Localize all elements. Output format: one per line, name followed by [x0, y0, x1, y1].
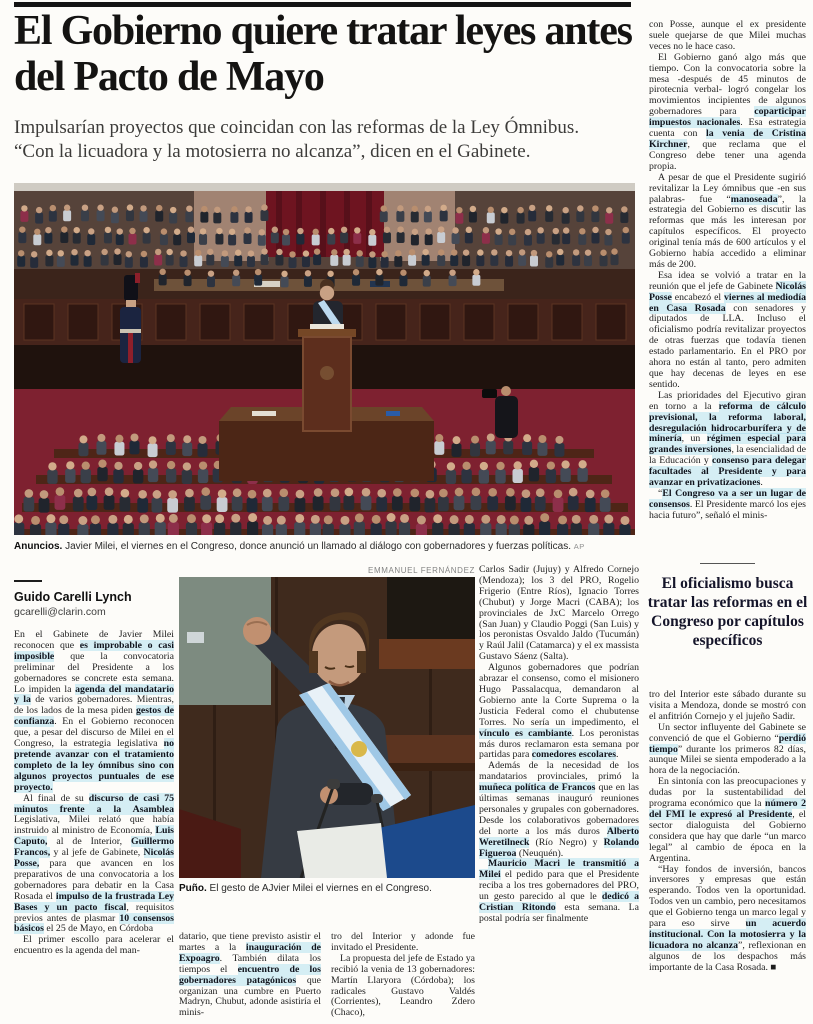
photo-credit-ap: AP [573, 542, 585, 551]
text-run: y al jefe de Gabinete, [50, 847, 144, 859]
paragraph [649, 391, 806, 489]
paragraph [479, 565, 639, 663]
text-run: , la esencialidad de la Educación y [649, 444, 806, 467]
text-run: Algunos gobernadores que podrían abrazar el consenso, como el misionero Hugo Passalacqua, demandaron al Gobierno ante la Corte Suprema o la Justicia Federal como el chubutense Torres. No sería un impedimento, el [479, 662, 639, 728]
highlight-phrase: Mauricio Macri le transmitió a Milei [479, 858, 639, 881]
byline-email-link[interactable]: gcarelli@clarin.com [14, 606, 106, 618]
text-run: al de Interior, [47, 836, 131, 848]
highlight-phrase: dedicó a Cristian Ritondo [479, 891, 639, 914]
highlight-phrase: Nicolás Posse [649, 280, 806, 303]
subheadline: Impulsarían proyectos que coincidan con las reformas de la Ley Ómnibus. “Con la licuadora y la motosierra no alcanza”, dicen en el Gabinete. [14, 117, 580, 162]
text-run: datario, que tiene previsto asistir el martes a la [179, 932, 321, 953]
text-run: el pedido para que el Presidente reciba a los tres gobernadores del PRO, un gesto parecido al que le [479, 869, 639, 903]
text-run: . También dilata los tiempos el [179, 952, 321, 975]
highlight-phrase: gestos de confianza [14, 705, 174, 728]
paragraph [649, 777, 806, 864]
photo-credit-photographer: EMMANUEL FERNÁNDEZ [368, 566, 475, 575]
highlight-phrase: muñeca política de Francos [479, 782, 596, 794]
text-run: (Neuquén). [516, 847, 564, 859]
body-column-2 [179, 932, 321, 1024]
paragraph [649, 489, 806, 522]
paragraph [479, 761, 639, 859]
highlight-phrase: manoseada [730, 193, 778, 205]
text-run: ”, la estrategia del Gobierno es discutir las reformas que más les interesan por capítulos específicos. El proyecto original tenía más de 600 artículos y el Gobierno había accedido a eliminar más de 200. [649, 193, 806, 270]
text-run: con Posse, aunque el ex presidente suele quejarse de que Milei muchas veces no le hace caso. [649, 20, 806, 52]
paragraph [479, 663, 639, 761]
paragraph [179, 932, 321, 1019]
highlight-phrase: comedores escolares [531, 749, 617, 761]
highlight-phrase: Guillermo Francos, [14, 836, 174, 859]
paragraph [649, 690, 806, 723]
body-column-3 [331, 932, 475, 1024]
text-run: con senadores y diputados de LLA. Incluso el oficialismo podría revitalizar proyectos de otras fuerzas que todavía tienen estado parlamentario. En el PRO por ahora no están al tanto, pero admiten que hay decenas de leyes en ese sentido. [649, 302, 806, 390]
paragraph [14, 794, 174, 936]
text-run: . [760, 477, 763, 489]
paragraph [649, 173, 806, 271]
body-column-5-bottom [649, 690, 806, 1024]
text-run: de varios gobernadores. Mientras, de los lados de la mesa piden [14, 694, 174, 717]
second-photo-illustration [179, 577, 475, 878]
body-column-1 [14, 630, 174, 1022]
text-run: En el Gabinete de Javier Milei reconocen que [14, 630, 174, 651]
pull-quote: El oficialismo busca tratar las reformas en el Congreso por capítulos específicos [647, 575, 808, 649]
text-run: Además de la necesidad de los mandatarios provinciales, primó la [479, 760, 639, 783]
highlight-phrase: inauguración de Expoagro [179, 941, 321, 964]
text-run: , requisitos previos antes de plasmar [14, 901, 174, 924]
paragraph [331, 954, 475, 1019]
text-run: . [616, 749, 619, 761]
text-run: encabezó el [671, 291, 725, 303]
text-run: Al final de su [23, 792, 89, 804]
pull-quote-rule [700, 563, 755, 564]
text-run: El Gobierno ganó algo más que tiempo. Con la convocatoria sobre la mesa -después de 45 minutos de pirotecnia verbal- logró congelar los movimientos incipientes de algunos gobernadores para [649, 51, 806, 118]
highlight-phrase: coparticipar impuestos nacionales [649, 106, 806, 129]
highlight-phrase: Rolando Figueroa [479, 836, 639, 859]
paragraph [14, 935, 174, 957]
paragraph [649, 723, 806, 778]
second-photo-caption [179, 883, 475, 895]
text-run: “Hay fondos de inversión, bancos inversores y empresas que están esperando. Todos ven la oportunidad. Todos ven un cambio, pero necesitamos que el Gobierno tenga un marco legal y para eso sirve [649, 863, 806, 930]
caption-text: El gesto de AJvier Milei el viernes en el Congreso. [206, 883, 432, 894]
highlight-phrase: no pretende avanzar con el tratamiento completo de la ley ómnibus sino con algunos proyectos puntuales de ese proyecto. [14, 738, 174, 793]
highlight-phrase: Alberto Weretilneck [479, 825, 639, 848]
paragraph [479, 859, 639, 924]
highlight-phrase: discurso de casi 75 minutos frente a la Asamblea [14, 792, 174, 815]
highlight-phrase: reforma de cálculo previsional, la reforma laboral, desregulación hidrocarburífera y de minería [649, 400, 806, 445]
paragraph [649, 53, 806, 173]
paragraph [649, 865, 806, 974]
caption-lead: Puño. [179, 883, 207, 894]
paragraph [14, 630, 174, 794]
highlight-phrase: la venia de Cristina Kirchner [649, 128, 806, 150]
text-run: para que avancen en los preparativos de una convocatoria a los gobernadores para debatir en la Casa Rosada el [14, 858, 174, 902]
text-run: , un [681, 433, 707, 445]
highlight-phrase: Nicolás Posse, [14, 847, 174, 870]
caption-lead: Anuncios. [14, 541, 63, 552]
text-run: . El Presidente marcó los ejes hacia futuro”, señaló el minis- [649, 498, 806, 521]
text-run: A pesar de que el Presidente sugirió revitalizar la Ley ómnibus que -en sus palabras- fue “ [649, 171, 806, 205]
highlight-phrase: impulso de la frustrada Ley Bases y un pacto fiscal [14, 890, 174, 913]
text-run: Legislativa, Milei relató que había instruido al ministro de Economía, [14, 814, 174, 837]
top-rule [14, 2, 631, 7]
text-run: . Los peronistas más duros reclamaron esta semana por partidas para [479, 727, 639, 761]
text-run: tro del Interior y adonde fue invitado el Presidente. [331, 932, 475, 953]
highlight-phrase: viernes al mediodía en Casa Rosada [649, 291, 806, 314]
highlight-phrase: encuentro de los gobernadores patagónicos [179, 963, 321, 986]
body-column-5-top [649, 20, 806, 558]
highlight-phrase: 10 consensos básicos [14, 912, 174, 935]
byline-rule [14, 580, 42, 582]
paragraph [649, 271, 806, 391]
text-run: que organizan una cumbre en Puerto Madryn, Chubut, adonde asistiría el minis- [179, 974, 321, 1019]
main-photo-illustration [14, 183, 635, 535]
highlight-phrase: número 2 del FMI le expresó al Presidente [649, 798, 806, 820]
text-run: . Esa estrategia cuenta con [649, 117, 806, 140]
text-run: , que reclama que el Congreso debe tener una agenda propia. [649, 138, 806, 172]
text-run: que en las últimas semanas inauguró reuniones personales y grupales con gobernadores. Desde los colaborativos gobernadores del norte a los más duros [479, 782, 639, 837]
text-run: Las prioridades del Ejecutivo giran en torno a la [649, 389, 806, 412]
headline: El Gobierno quiere tratar leyes antes del Pacto de Mayo [14, 8, 632, 100]
highlight-phrase: Luis Caputo, [14, 825, 174, 848]
highlight-phrase: consenso para delegar facultades al Presidente y para avanzar en privatizaciones [649, 455, 806, 489]
text-run: Un sector influyente del Gabinete se convenció de que el Gobierno “ [649, 721, 806, 744]
text-run: (Río Negro) y [529, 836, 604, 848]
text-run: ”, reflexionan en algunos de los despachos más importante de la Casa Rosada. ■ [649, 939, 806, 973]
text-run: . En el Gobierno reconocen que, a pesar del discurso de Milei en el Congreso, la estrategia legislativa [14, 716, 174, 750]
text-run: esta semana. La postal podría ser finalmente [479, 902, 639, 924]
text-run: Carlos Sadir (Jujuy) y Alfredo Cornejo (Mendoza); los 3 del PRO, Rogelio Frigerio (Entre Ríos), Ignacio Torres (Chubut) y Jorge Macri (CABA); los provinciales de JxC Marcelo Orrego (San Juan) y Claudio Poggi (San Luis) y los peronistas Osvaldo Jaldo (Tucumán) y Raúl Jalil (Catamarca) y el ex massista Gustavo Sáenz (Salta). [479, 565, 639, 663]
text-run: Esa idea se volvió a tratar en la reunión que el jefe de Gabinete [649, 269, 806, 292]
highlight-phrase: El Congreso va a ser un lugar de consensos [649, 487, 806, 510]
text-run: que la convocatoria preliminar del Presidente a los gobernadores se concrete esta semana. Lo impiden la [14, 650, 174, 695]
text-run: el 25 de Mayo, en Córdoba [43, 923, 154, 935]
text-run: La propuesta del jefe de Estado ya recibió la venia de 13 gobernadores: Martín Llaryora (Córdoba); los radicales Gustavo Valdés (Corrientes), Leandro Zdero (Chaco), [331, 952, 475, 1019]
highlight-phrase: agenda del mandatario y la [14, 683, 174, 706]
text-run: , el sector dialoguista del Gobierno considera que hay que darle “un marco legal” al cambio de época en la Argentina. [649, 808, 806, 864]
highlight-phrase: es improbable o casi imposible [14, 639, 174, 662]
main-photo-caption [14, 541, 635, 553]
second-photo [179, 577, 475, 878]
highlight-phrase: un acuerdo institucional. Con la motosierra y la licuadora no alcanza [649, 918, 806, 951]
main-photo [14, 183, 635, 535]
text-run: tro del Interior este sábado durante su visita a Mendoza, donde se mostró con el anfitrión Cornejo y el jujeño Sadir. [649, 690, 806, 722]
text-run: El primer escollo para acelerar el encuentro es la agenda del man- [14, 934, 174, 957]
text-run: ” durante los primeros 82 días, aunque Milei se sienta empoderado a la hora de la negociación. [649, 743, 806, 777]
highlight-phrase: régimen especial para grandes inversiones [649, 433, 806, 456]
paragraph [649, 20, 806, 53]
text-run: “ [658, 487, 663, 499]
byline-author: Guido Carelli Lynch [14, 590, 132, 604]
paragraph [331, 932, 475, 954]
highlight-phrase: perdió tiempo [649, 732, 806, 755]
text-run: En sintonía con las preocupaciones y dudas por la sustentabilidad del programa económico que la [649, 776, 806, 810]
body-column-4 [479, 565, 639, 1024]
caption-text: Javier Milei, el viernes en el Congreso, donce anunció un llamado al diálogo con gobernadores y fuerzas políticas. [62, 541, 574, 552]
highlight-phrase: vínculo es cambiante [479, 727, 572, 739]
